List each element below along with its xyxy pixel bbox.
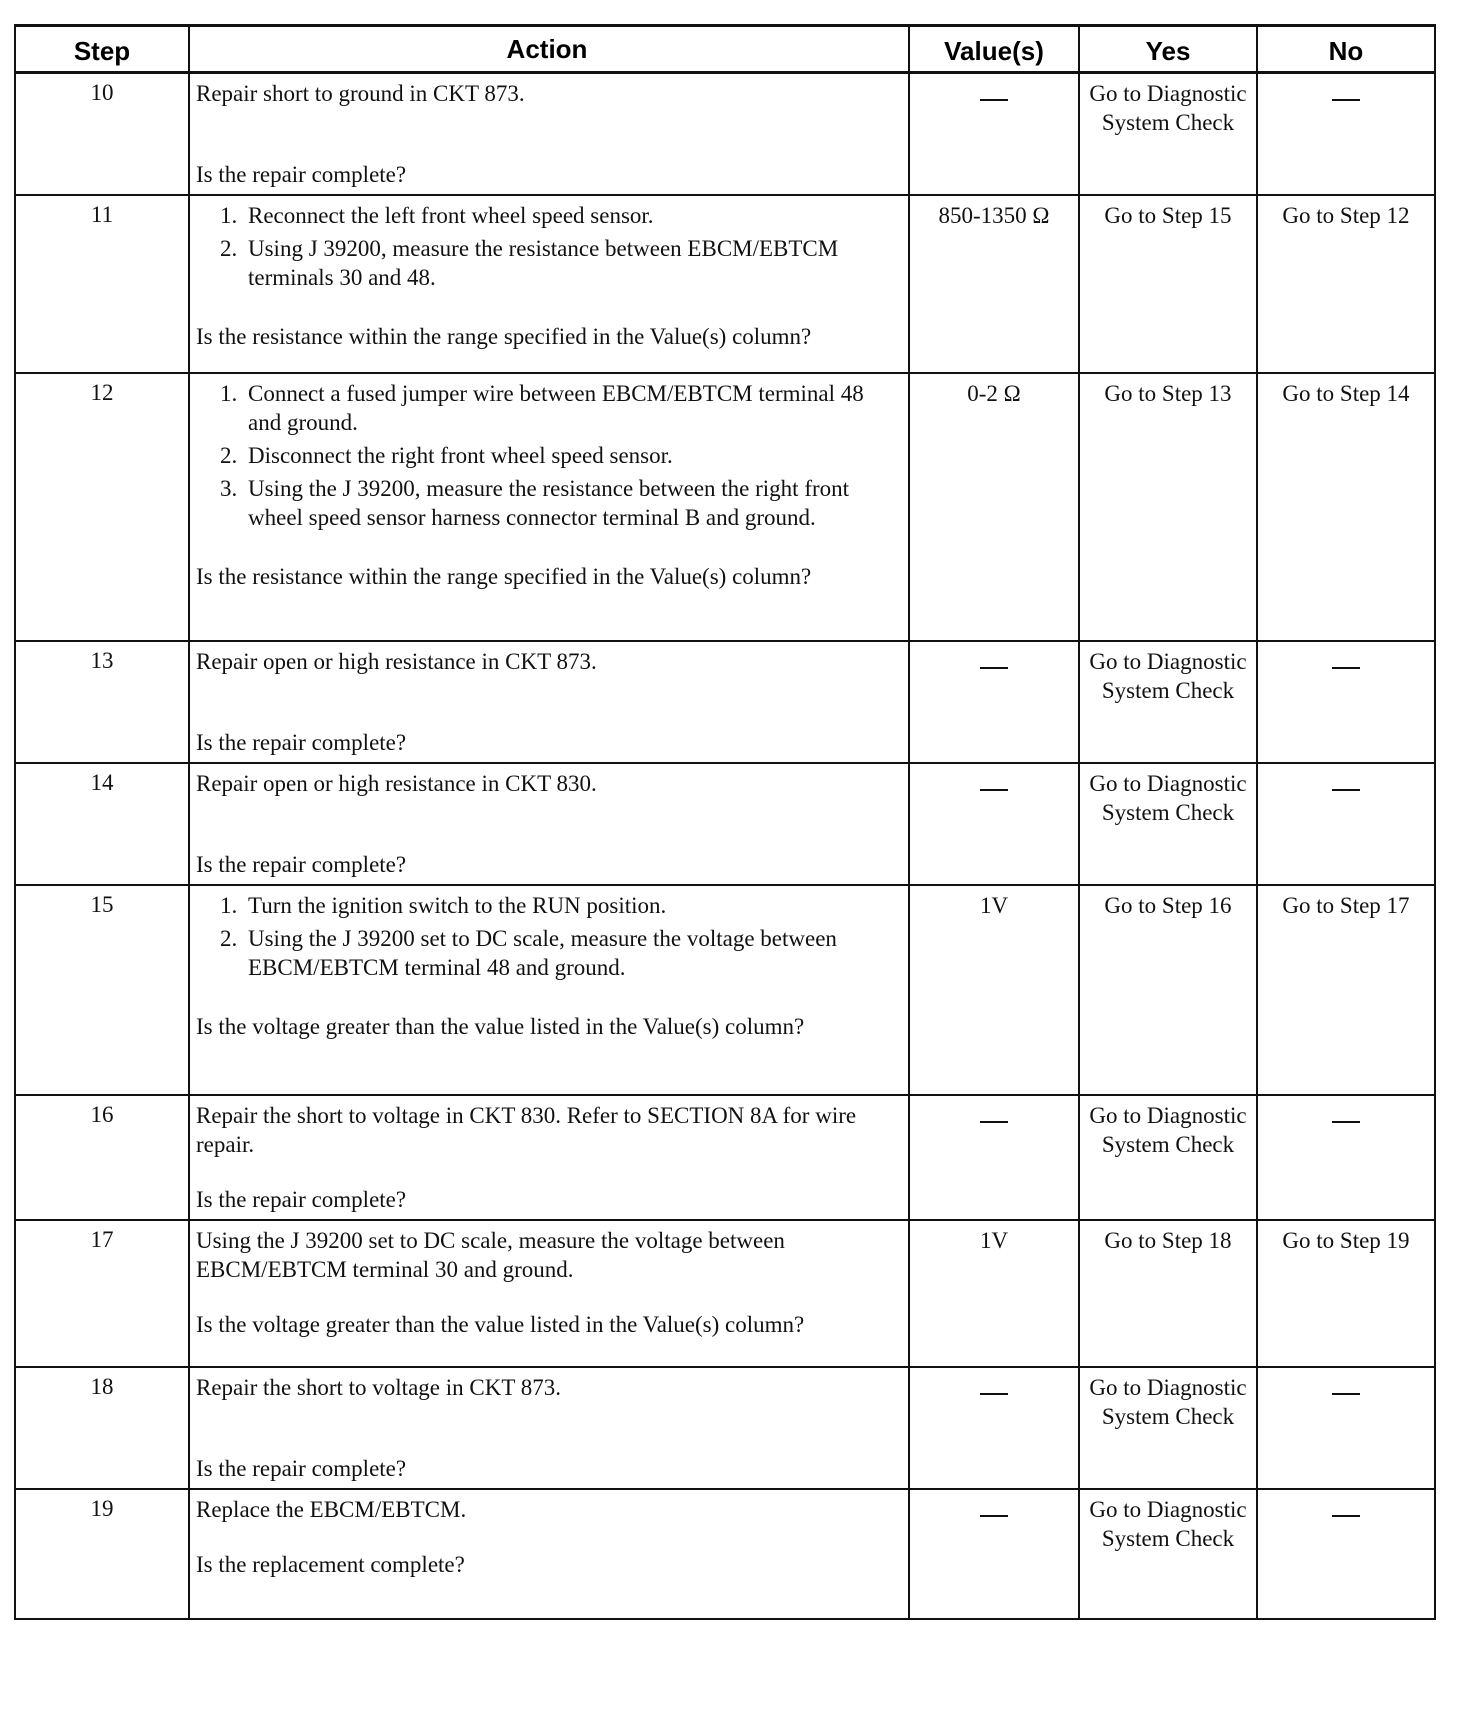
action-cell (189, 195, 909, 373)
yes-cell: Go to Step 15 (1079, 195, 1257, 373)
table-row (15, 763, 1435, 885)
step-number: 10 (15, 73, 189, 196)
no-cell (1257, 641, 1435, 763)
header-action: Action (189, 26, 909, 73)
action-intro: Repair short to ground in CKT 873. (196, 81, 525, 106)
value-cell (909, 763, 1079, 885)
action-steps (196, 201, 898, 292)
empty-value-dash (980, 99, 1008, 101)
step-number: 13 (15, 641, 189, 763)
yes-cell: Go to Diagnostic System Check (1079, 1367, 1257, 1489)
action-step-item: 1. Turn the ignition switch to the RUN position. (220, 893, 667, 918)
action-cell (189, 1489, 909, 1619)
action-question: Is the repair complete? (196, 162, 407, 187)
value-cell (909, 73, 1079, 196)
table-row (15, 195, 1435, 373)
value-cell: 850-1350 Ω (909, 195, 1079, 373)
action-cell (189, 1095, 909, 1220)
action-intro: Repair open or high resistance in CKT 873. (196, 649, 597, 674)
empty-value-dash (980, 1393, 1008, 1395)
header-values: Value(s) (909, 26, 1079, 73)
action-steps (196, 891, 898, 982)
action-cell (189, 373, 909, 641)
value-cell (909, 1489, 1079, 1619)
table-row (15, 73, 1435, 196)
step-number: 14 (15, 763, 189, 885)
no-cell (1257, 1367, 1435, 1489)
action-question: Is the repair complete? (196, 1456, 407, 1481)
no-cell (1257, 763, 1435, 885)
empty-no-dash (1332, 99, 1360, 101)
empty-value-dash (980, 667, 1008, 669)
empty-no-dash (1332, 1121, 1360, 1123)
action-step-item: 1. Connect a fused jumper wire between EBCM/EBTCM terminal 48 and ground. (220, 381, 864, 435)
no-cell: Go to Step 19 (1257, 1220, 1435, 1367)
value-cell (909, 1095, 1079, 1220)
no-cell: Go to Step 12 (1257, 195, 1435, 373)
action-step-item: 1. Reconnect the left front wheel speed sensor. (220, 203, 654, 228)
diagnostic-table (14, 24, 1436, 1620)
table-row (15, 1367, 1435, 1489)
action-step-item: 3. Using the J 39200, measure the resistance between the right front wheel speed sensor harness connector terminal B and ground. (220, 476, 850, 530)
action-question: Is the repair complete? (196, 730, 407, 755)
yes-cell: Go to Step 18 (1079, 1220, 1257, 1367)
action-question: Is the voltage greater than the value listed in the Value(s) column? (196, 1014, 805, 1039)
value-cell: 1V (909, 885, 1079, 1095)
empty-value-dash (980, 789, 1008, 791)
action-intro: Using the J 39200 set to DC scale, measure the voltage between EBCM/EBTCM terminal 30 and ground. (196, 1228, 785, 1282)
action-question: Is the voltage greater than the value listed in the Value(s) column? (196, 1312, 805, 1337)
yes-cell: Go to Diagnostic System Check (1079, 763, 1257, 885)
step-number: 12 (15, 373, 189, 641)
table-row (15, 885, 1435, 1095)
action-question: Is the repair complete? (196, 1187, 407, 1212)
empty-no-dash (1332, 1393, 1360, 1395)
no-cell: Go to Step 17 (1257, 885, 1435, 1095)
action-intro: Repair open or high resistance in CKT 830. (196, 771, 597, 796)
table-row (15, 373, 1435, 641)
action-question: Is the repair complete? (196, 852, 407, 877)
value-cell (909, 641, 1079, 763)
header-yes: Yes (1079, 26, 1257, 73)
yes-cell: Go to Diagnostic System Check (1079, 1095, 1257, 1220)
diagnostic-table-page (14, 24, 1426, 1620)
action-intro: Replace the EBCM/EBTCM. (196, 1497, 467, 1522)
action-cell (189, 73, 909, 196)
action-intro: Repair the short to voltage in CKT 830. Refer to SECTION 8A for wire repair. (196, 1103, 857, 1157)
step-number: 11 (15, 195, 189, 373)
table-row (15, 1489, 1435, 1619)
action-question: Is the replacement complete? (196, 1552, 465, 1577)
step-number: 16 (15, 1095, 189, 1220)
action-step-item: 2. Using J 39200, measure the resistance between EBCM/EBTCM terminals 30 and 48. (220, 236, 839, 290)
yes-cell: Go to Diagnostic System Check (1079, 641, 1257, 763)
value-cell: 0-2 Ω (909, 373, 1079, 641)
step-number: 19 (15, 1489, 189, 1619)
table-row (15, 641, 1435, 763)
no-cell: Go to Step 14 (1257, 373, 1435, 641)
table-header-row (15, 26, 1435, 73)
no-cell (1257, 1489, 1435, 1619)
step-number: 18 (15, 1367, 189, 1489)
header-no: No (1257, 26, 1435, 73)
no-cell (1257, 1095, 1435, 1220)
step-number: 15 (15, 885, 189, 1095)
value-cell: 1V (909, 1220, 1079, 1367)
action-steps (196, 379, 898, 532)
value-cell (909, 1367, 1079, 1489)
action-cell (189, 763, 909, 885)
header-step: Step (15, 26, 189, 73)
action-cell (189, 641, 909, 763)
action-cell (189, 885, 909, 1095)
empty-no-dash (1332, 667, 1360, 669)
action-cell (189, 1220, 909, 1367)
action-step-item: 2. Disconnect the right front wheel speed sensor. (220, 443, 673, 468)
action-intro: Repair the short to voltage in CKT 873. (196, 1375, 561, 1400)
empty-value-dash (980, 1121, 1008, 1123)
action-question: Is the resistance within the range specified in the Value(s) column? (196, 564, 812, 589)
empty-no-dash (1332, 789, 1360, 791)
yes-cell: Go to Diagnostic System Check (1079, 73, 1257, 196)
step-number: 17 (15, 1220, 189, 1367)
action-step-item: 2. Using the J 39200 set to DC scale, measure the voltage between EBCM/EBTCM terminal 48 and ground. (220, 926, 837, 980)
yes-cell: Go to Diagnostic System Check (1079, 1489, 1257, 1619)
yes-cell: Go to Step 13 (1079, 373, 1257, 641)
table-row (15, 1220, 1435, 1367)
no-cell (1257, 73, 1435, 196)
empty-value-dash (980, 1515, 1008, 1517)
empty-no-dash (1332, 1515, 1360, 1517)
action-cell (189, 1367, 909, 1489)
table-row (15, 1095, 1435, 1220)
action-question: Is the resistance within the range specified in the Value(s) column? (196, 324, 812, 349)
yes-cell: Go to Step 16 (1079, 885, 1257, 1095)
